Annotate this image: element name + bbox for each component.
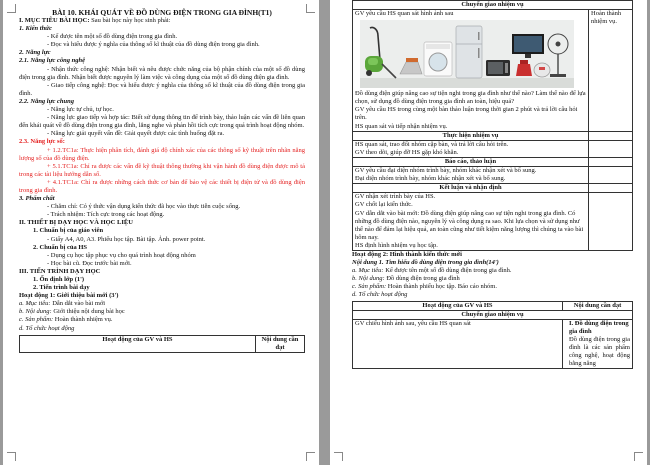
table-cell — [589, 157, 633, 166]
table-section-header: Báo cáo, thảo luận — [353, 157, 589, 166]
section-heading: III. TIẾN TRÌNH DẠY HỌC — [19, 267, 101, 275]
washing-machine-icon — [424, 42, 452, 76]
cell-text: GV yêu cầu đại diện nhóm trình bày, nhóm khác nhận xét và bổ sung. — [355, 167, 537, 175]
subheading: 2. Năng lực — [19, 49, 51, 57]
list-item: - Dụng cụ học tập phục vụ cho quá trình hoạt động nhóm — [47, 251, 196, 259]
cell-text: Đại diện nhóm trình bày, nhóm khác nhận xét và bổ sung. — [355, 175, 506, 183]
household-appliances-image — [360, 20, 574, 88]
paragraph: + 5.1.TC1a: Chỉ ra được các vấn đề kỹ thuật thông thường khi vận hành đồ dùng điện được mô tả trong các tài liệu hướng dẫn số. — [19, 162, 305, 178]
margin-mark — [7, 4, 16, 13]
subheading: 1. Kiến thức — [19, 25, 52, 33]
table-header-cell: Hoạt động của GV và HS — [353, 301, 563, 310]
subheading: 2. Chuẩn bị của HS — [33, 243, 88, 251]
activity-item: a. Mục tiêu: Kể được tên một số đồ dùng điện trong gia đình. — [352, 267, 512, 275]
paragraph: + 1.2.TC1a: Thực hiện phân tích, đánh giá độ chính xác của các thông số kỹ thuật trên nhãn năng lượng số của đồ dùng điện. — [19, 146, 305, 162]
list-item: - Giấy A4, A0, A3. Phiếu học tập. Bài tập. Ảnh. power point. — [47, 235, 206, 243]
cell-heading: I. Đồ dùng điện trong gia đình — [569, 319, 629, 335]
activity-table-2 — [352, 301, 633, 370]
rice-cooker-icon — [534, 63, 550, 77]
document-page-left — [3, 0, 319, 465]
activity-item: c. Sản phẩm: Hoàn thành nhiệm vụ. — [19, 316, 113, 324]
microwave-icon — [486, 60, 510, 76]
table-cell: Hoàn thành nhiệm vụ. — [589, 10, 633, 132]
table-header-cell: Nội dung cần đạt — [563, 301, 633, 310]
content-heading: Nội dung 1. Tìm hiểu đồ dùng điện trong gia đình(14') — [352, 259, 499, 267]
activity-item: b. Nội dung: Đồ dùng điện trong gia đình — [352, 275, 460, 283]
table-cell — [353, 167, 589, 184]
subheading: 2.2. Năng lực chung — [19, 97, 74, 105]
activity-item: d. Tổ chức hoạt động — [352, 291, 408, 299]
table-cell — [589, 140, 633, 157]
table-cell — [589, 193, 633, 251]
table-cell — [589, 131, 633, 140]
table-cell: GV chiếu hình ảnh sau, yêu cầu HS quan sát — [353, 319, 563, 369]
activity-heading: Hoạt động 2: Hình thành kiến thức mới — [352, 250, 462, 258]
section-heading: II. THIẾT BỊ DẠY HỌC VÀ HỌC LIỆU — [19, 219, 133, 227]
activity-heading: Hoạt động 1: Giới thiệu bài mới (3') — [19, 292, 119, 300]
table-header-cell: Hoạt động của GV và HS — [20, 335, 256, 352]
cell-text: GV yêu cầu HS trong cùng một bàn thảo luận trong thời gian 2 phút và trả lời câu hỏi trên. — [355, 106, 578, 122]
refrigerator-icon — [456, 26, 482, 78]
activity-item: c. Sản phẩm: Hoàn thành phiếu học tập. Báo cáo nhóm. — [352, 283, 497, 291]
table-cell — [353, 193, 589, 251]
activity-item: b. Nội dung: Giới thiệu nội dung bài học — [19, 308, 125, 316]
list-item: - Kể được tên một số đồ dùng điện trong gia đình. — [47, 33, 178, 41]
table-header-cell: Nội dung cần đạt — [256, 335, 305, 352]
list-item: - Học bài cũ. Đọc trước bài mới. — [47, 259, 132, 267]
activity-table — [19, 335, 305, 353]
table-section-header: Chuyển giao nhiệm vụ — [353, 310, 633, 319]
lesson-title: BÀI 10. KHÁI QUÁT VỀ ĐỒ DÙNG ĐIỆN TRONG GIA ĐÌNH(T1) — [52, 8, 272, 17]
table-cell — [353, 10, 589, 132]
cell-text: GV chốt lại kiến thức. — [355, 201, 413, 209]
cell-text: Đồ dùng điện giúp nâng cao sự tiện nghi trong gia đình như thế nào? Làm thế nào để lựa chọn, sử dụng đồ dùng điện trong gia đình an toàn, hiệu quả? — [355, 90, 586, 106]
cell-text: Đồ dùng điện trong gia đình là các sản phẩm công nghệ, hoạt động bằng năng — [569, 335, 630, 368]
table-section-header: Chuyển giao nhiệm vụ — [353, 1, 633, 10]
document-page-right — [330, 0, 647, 465]
paragraph: - Giao tiếp công nghệ: Đọc và hiểu được ý nghĩa của thông số kĩ thuật của đồ dùng điện trong gia đình. — [19, 81, 305, 97]
activity-item: d. Tổ chức hoạt động — [19, 324, 75, 332]
section-heading: I. MỤC TIÊU BÀI HỌC: Sau bài học này học sinh phải: — [19, 17, 171, 24]
list-item: - Trách nhiệm: Tích cực trong các hoạt động. — [47, 211, 165, 219]
subheading: 1. Chuẩn bị của giáo viên — [33, 227, 104, 235]
cell-text: HS quan sát, trao đổi nhóm cặp bàn, và trả lời câu hỏi trên. — [355, 140, 509, 148]
table-section-header: Kết luận và nhận định — [353, 184, 589, 193]
list-item: - Chăm chỉ: Có ý thức vận dụng kiến thức đã học vào thực tiễn cuộc sống. — [47, 203, 241, 211]
margin-mark — [7, 452, 16, 461]
table-section-header: Thực hiện nhiệm vụ — [353, 131, 589, 140]
table-cell — [353, 140, 589, 157]
cell-text: GV nhận xét trình bày của HS. — [355, 193, 436, 201]
cell-text: GV yêu cầu HS quan sát hình ảnh sau — [355, 10, 454, 18]
list-item: - Đọc và hiểu được ý nghĩa của thông số kĩ thuật của đồ dùng điện trong gia đình. — [47, 41, 260, 49]
margin-mark — [634, 452, 643, 461]
cell-text: GV theo dõi, giúp đỡ HS gặp khó khăn. — [355, 148, 459, 156]
margin-mark — [334, 452, 343, 461]
table-cell — [589, 167, 633, 184]
subheading: 2.3. Năng lực số: — [19, 138, 65, 146]
cell-text: GV dẫn dắt vào bài mới: Đồ dùng điện giúp nâng cao sự tiện nghi trong gia đình. Có những đồ dùng điện nào, nguyên lý và công dụng ra sao. Khi lựa chọn và sử dụng như thế nào để đảm lại hiệu quả, an toàn cũng như tiết kiệm năng lượng thì chúng ta vào bài hôm nay. — [355, 209, 584, 241]
subheading: 2.1. Năng lực công nghệ — [19, 57, 86, 65]
margin-mark — [306, 4, 315, 13]
paragraph: - Nhận thức công nghệ: Nhận biết và nêu được chức năng của bộ phận chính của một số đồ dùng điện trong gia đình. Nhận biết được nguyên lý làm việc và công dụng của một số đồ dùng điện gia đình. — [19, 65, 305, 81]
paragraph: - Năng lực giao tiếp và hợp tác: Biết sử dụng thông tin để trình bày, thảo luận các vấn đề liên quan đến khái quát về đồ dùng điện trong gia đình, lắng nghe và phản hồi tích cực trong quá trình hoạt động nhóm. — [19, 114, 305, 130]
list-item: 2. Tiến trình bài dạy — [33, 284, 90, 292]
list-item: - Năng lực giải quyết vấn đề: Giải quyết được các tình huống đặt ra. — [47, 130, 225, 138]
paragraph: + 4.1.TC1a: Chỉ ra được những cách thức cơ bản để bảo vệ các thiết bị điện tử và đồ dùng điện trong gia đình. — [19, 178, 305, 194]
list-item: - Năng lực tự chủ, tự học. — [47, 106, 114, 114]
margin-mark — [306, 452, 315, 461]
cell-text: HS định hình nhiệm vụ học tập. — [355, 241, 438, 249]
activity-table-continued — [352, 0, 633, 251]
cell-text: HS quan sát và tiếp nhận nhiệm vụ. — [355, 122, 448, 130]
table-cell — [563, 319, 633, 369]
subheading: 3. Phẩm chất — [19, 195, 55, 203]
table-cell — [589, 184, 633, 193]
activity-item: a. Mục tiêu: Dẫn dắt vào bài mới — [19, 300, 106, 308]
list-item: 1. Ổn định lớp (1') — [33, 276, 85, 283]
